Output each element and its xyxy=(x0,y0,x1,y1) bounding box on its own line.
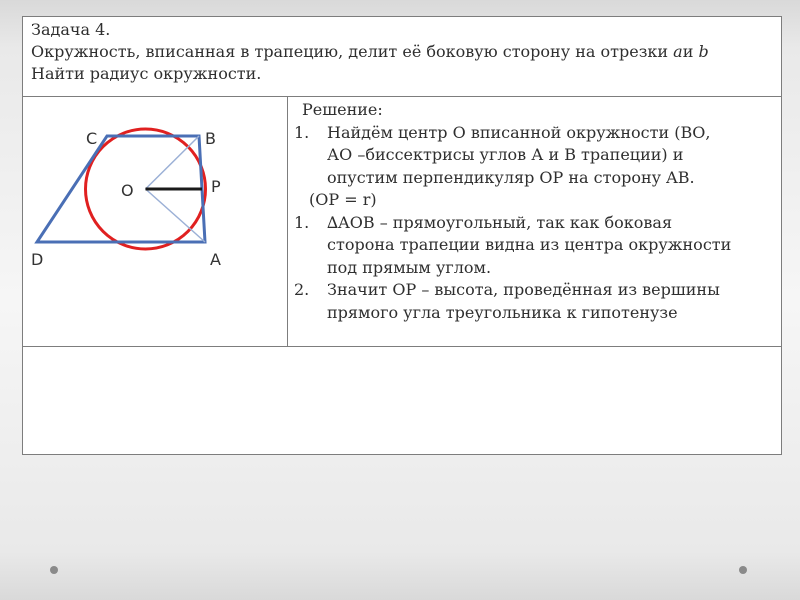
statement-text: Окружность, вписанная в трапецию, делит её боковую сторону на отрезки xyxy=(31,42,674,61)
label-a: A xyxy=(210,250,221,269)
bisector-ao xyxy=(146,189,206,242)
solution-cell xyxy=(288,97,781,346)
step-text: прямого угла треугольника к гипотенузе xyxy=(327,302,678,322)
step-text: Найдём центр О вписанной окружности (ВО, xyxy=(327,122,711,142)
step-number: 1. xyxy=(294,122,310,142)
step-text: Значит OP – высота, проведённая из вершины xyxy=(327,280,720,299)
solution-step-2 xyxy=(294,212,775,235)
empty-row xyxy=(23,347,781,454)
task-statement xyxy=(31,41,773,63)
step-text: ∆AOB – прямоугольный, так как боковая xyxy=(327,212,673,232)
solution-note: (OP = r) xyxy=(309,190,377,209)
prev-slide-dot-icon[interactable] xyxy=(50,566,58,574)
conj-and: и xyxy=(682,42,694,61)
label-d: D xyxy=(31,250,44,269)
step-text: под прямым углом. xyxy=(327,257,492,277)
task-table xyxy=(22,16,782,455)
solution-step-1 xyxy=(294,122,775,145)
step-text: АО –биссектрисы углов А и В трапеции) и xyxy=(327,145,684,164)
figure-cell xyxy=(23,97,288,346)
step-text: опустим перпендикуляр OP на сторону AB. xyxy=(327,167,695,187)
step-number: 2. xyxy=(294,280,310,299)
solution-step-3 xyxy=(294,279,775,302)
task-question: Найти радиус окружности. xyxy=(31,64,262,83)
next-slide-dot-icon[interactable] xyxy=(739,566,747,574)
task-body-row xyxy=(23,97,781,347)
var-b: b xyxy=(698,42,709,61)
solution-title: Решение: xyxy=(302,100,383,119)
step-text: сторона трапеции видна из центра окружности xyxy=(327,235,732,254)
label-p: P xyxy=(211,177,221,196)
task-title: Задача 4. xyxy=(31,20,111,39)
task-header xyxy=(23,17,781,97)
var-a: a xyxy=(673,42,683,61)
bisector-bo xyxy=(146,136,200,189)
step-number: 1. xyxy=(294,212,310,232)
trapezoid-figure xyxy=(23,97,287,346)
label-c: C xyxy=(86,129,98,148)
label-o: O xyxy=(121,181,134,200)
label-b: B xyxy=(205,129,216,148)
